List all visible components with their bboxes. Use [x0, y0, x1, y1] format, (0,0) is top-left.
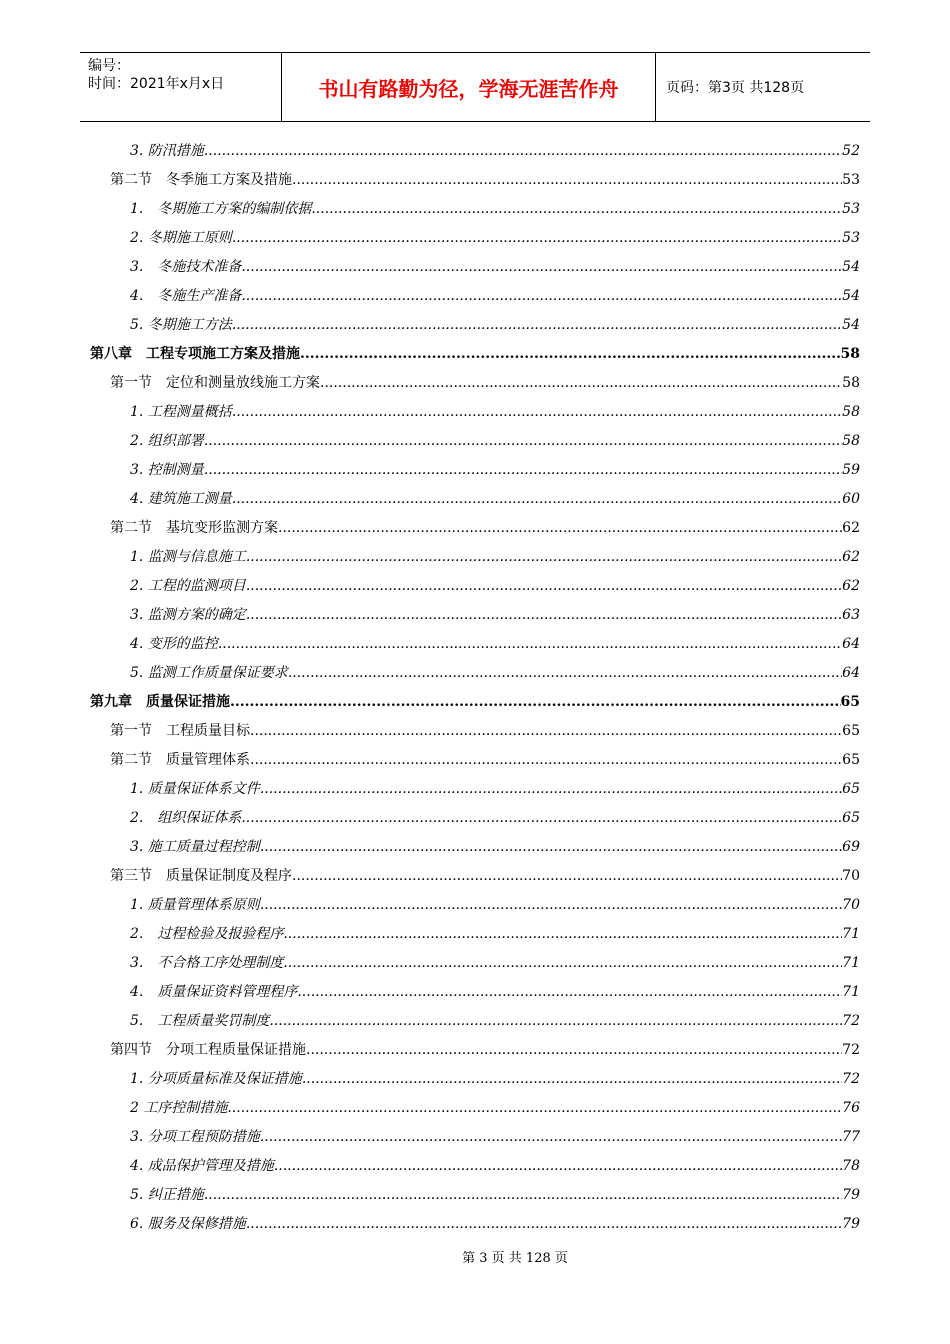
toc-leader-dots: [246, 543, 842, 572]
toc-leader-dots: [260, 891, 842, 920]
toc-entry-title: 2. 冬期施工原则: [130, 230, 232, 246]
toc-leader-dots: [274, 1152, 842, 1181]
toc-entry[interactable]: [90, 630, 860, 659]
toc-leader-dots: [230, 688, 841, 717]
toc-entry[interactable]: [90, 1123, 860, 1152]
toc-entry[interactable]: [90, 137, 860, 166]
toc-entry-title: 1. 监测与信息施工: [130, 549, 246, 565]
toc-entry-title: 3. 防汛措施: [130, 143, 204, 159]
toc-entry[interactable]: [90, 195, 860, 224]
toc-entry-title: 3. 施工质量过程控制: [130, 839, 260, 855]
header-meta: [80, 53, 282, 121]
toc-leader-dots: [311, 195, 842, 224]
toc-entry-page: 71: [842, 955, 860, 971]
toc-entry-title: 3. 监测方案的确定: [130, 607, 246, 623]
toc-entry[interactable]: [90, 369, 860, 398]
toc-entry[interactable]: [90, 514, 860, 543]
toc-entry-page: 71: [842, 984, 860, 1000]
toc-entry-page: 58: [842, 375, 860, 391]
toc-entry-title: 5. 冬期施工方法: [130, 317, 232, 333]
toc-entry-page: 72: [842, 1013, 860, 1029]
toc-leader-dots: [250, 717, 842, 746]
toc-entry-title: 2. 过程检验及报验程序: [130, 926, 284, 942]
toc-entry[interactable]: [90, 601, 860, 630]
toc-entry-title: 1. 分项质量标准及保证措施: [130, 1071, 302, 1087]
toc-leader-dots: [288, 659, 842, 688]
toc-entry[interactable]: [90, 1210, 860, 1239]
toc-entry-title: 第八章 工程专项施工方案及措施: [90, 346, 300, 362]
toc-entry-page: 79: [842, 1216, 860, 1232]
toc-entry-page: 64: [842, 665, 860, 681]
toc-entry-page: 65: [842, 752, 860, 768]
toc-entry[interactable]: [90, 1065, 860, 1094]
toc-entry-title: 1. 质量管理体系原则: [130, 897, 260, 913]
page-header: [80, 52, 870, 122]
toc-leader-dots: [204, 1181, 842, 1210]
toc-entry-page: 78: [842, 1158, 860, 1174]
toc-leader-dots: [241, 282, 842, 311]
toc-entry[interactable]: [90, 1181, 860, 1210]
toc-entry-title: 4. 变形的监控: [130, 636, 218, 652]
toc-leader-dots: [320, 369, 842, 398]
toc-entry-page: 65: [842, 723, 860, 739]
toc-entry[interactable]: [90, 775, 860, 804]
toc-entry-page: 58: [840, 346, 860, 362]
toc-leader-dots: [283, 949, 842, 978]
toc-entry-page: 79: [842, 1187, 860, 1203]
toc-entry-page: 63: [842, 607, 860, 623]
toc-leader-dots: [246, 601, 842, 630]
toc-entry[interactable]: [90, 282, 860, 311]
toc-leader-dots: [204, 427, 842, 456]
toc-entry-page: 65: [840, 694, 860, 710]
toc-entry-page: 70: [842, 897, 860, 913]
toc-leader-dots: [232, 311, 842, 340]
toc-leader-dots: [246, 1210, 842, 1239]
toc-entry[interactable]: [90, 456, 860, 485]
toc-entry-title: 2 工序控制措施: [130, 1100, 228, 1116]
toc-entry-title: 2. 组织部署: [130, 433, 204, 449]
toc-entry-title: 4. 质量保证资料管理程序: [130, 984, 298, 1000]
toc-entry-title: 6. 服务及保修措施: [130, 1216, 246, 1232]
toc-entry-page: 52: [842, 143, 860, 159]
toc-entry[interactable]: [90, 833, 860, 862]
toc-entry[interactable]: [90, 572, 860, 601]
toc-leader-dots: [269, 1007, 842, 1036]
toc-entry-page: 60: [842, 491, 860, 507]
toc-entry[interactable]: [90, 862, 860, 891]
toc-entry-title: 3. 控制测量: [130, 462, 204, 478]
page-footer: 第 3 页 共 128 页: [462, 1251, 568, 1266]
toc-entry-title: 第二节 冬季施工方案及措施: [110, 172, 292, 188]
toc-entry-title: 3. 分项工程预防措施: [130, 1129, 260, 1145]
toc-entry[interactable]: [90, 1007, 860, 1036]
toc-leader-dots: [283, 920, 842, 949]
toc-entry-page: 59: [842, 462, 860, 478]
toc-entry-page: 77: [842, 1129, 860, 1145]
toc-entry[interactable]: [90, 1094, 860, 1123]
toc-entry[interactable]: [90, 340, 860, 369]
toc-leader-dots: [232, 485, 842, 514]
toc-entry-page: 54: [842, 317, 860, 333]
table-of-contents: [90, 137, 860, 1239]
toc-entry-page: 53: [842, 172, 860, 188]
toc-entry-page: 54: [842, 259, 860, 275]
toc-entry-title: 1. 质量保证体系文件: [130, 781, 260, 797]
toc-leader-dots: [204, 456, 842, 485]
toc-entry[interactable]: [90, 920, 860, 949]
toc-leader-dots: [306, 1036, 842, 1065]
toc-entry-page: 71: [842, 926, 860, 942]
toc-entry-page: 58: [842, 433, 860, 449]
toc-entry-page: 70: [842, 868, 860, 884]
toc-entry-title: 2. 组织保证体系: [130, 810, 242, 826]
toc-entry-page: 62: [842, 549, 860, 565]
header-page-info: 页码：第3页 共128页: [666, 80, 805, 96]
toc-entry-page: 64: [842, 636, 860, 652]
toc-entry-page: 54: [842, 288, 860, 304]
toc-leader-dots: [250, 746, 842, 775]
toc-leader-dots: [278, 514, 842, 543]
toc-entry[interactable]: [90, 1036, 860, 1065]
toc-entry-title: 4. 建筑施工测量: [130, 491, 232, 507]
toc-entry-title: 第二节 基坑变形监测方案: [110, 520, 278, 536]
toc-entry[interactable]: [90, 253, 860, 282]
toc-leader-dots: [218, 630, 842, 659]
toc-leader-dots: [297, 978, 842, 1007]
toc-entry-page: 72: [842, 1071, 860, 1087]
toc-leader-dots: [204, 137, 842, 166]
toc-leader-dots: [232, 224, 842, 253]
toc-entry-page: 58: [842, 404, 860, 420]
toc-entry[interactable]: [90, 746, 860, 775]
toc-entry-title: 3. 冬施技术准备: [130, 259, 242, 275]
toc-entry[interactable]: [90, 1152, 860, 1181]
toc-entry-page: 53: [842, 230, 860, 246]
toc-entry-page: 62: [842, 578, 860, 594]
toc-entry-title: 第九章 质量保证措施: [90, 694, 230, 710]
toc-entry-title: 3. 不合格工序处理制度: [130, 955, 284, 971]
toc-entry-title: 4. 成品保护管理及措施: [130, 1158, 274, 1174]
toc-entry[interactable]: [90, 427, 860, 456]
toc-entry[interactable]: [90, 224, 860, 253]
toc-entry-title: 第一节 定位和测量放线施工方案: [110, 375, 320, 391]
toc-leader-dots: [300, 340, 841, 369]
toc-leader-dots: [260, 833, 842, 862]
toc-entry[interactable]: [90, 688, 860, 717]
header-motto: 书山有路勤为径，学海无涯苦作舟: [282, 53, 656, 121]
toc-entry[interactable]: [90, 485, 860, 514]
toc-leader-dots: [241, 804, 842, 833]
toc-entry-title: 第一节 工程质量目标: [110, 723, 250, 739]
toc-leader-dots: [232, 398, 842, 427]
document-time-label: 时间：2021年x月x日: [88, 76, 225, 92]
toc-entry-title: 第四节 分项工程质量保证措施: [110, 1042, 306, 1058]
toc-leader-dots: [241, 253, 842, 282]
toc-entry-title: 第三节 质量保证制度及程序: [110, 868, 292, 884]
toc-entry-title: 5. 监测工作质量保证要求: [130, 665, 288, 681]
toc-entry-page: 65: [842, 781, 860, 797]
toc-entry[interactable]: [90, 311, 860, 340]
toc-leader-dots: [260, 1123, 842, 1152]
toc-entry[interactable]: [90, 717, 860, 746]
toc-entry[interactable]: [90, 659, 860, 688]
toc-entry-title: 5. 纠正措施: [130, 1187, 204, 1203]
toc-leader-dots: [260, 775, 842, 804]
toc-entry-title: 1. 冬期施工方案的编制依据: [130, 201, 312, 217]
toc-leader-dots: [292, 166, 842, 195]
toc-leader-dots: [292, 862, 842, 891]
toc-entry[interactable]: [90, 543, 860, 572]
toc-entry-page: 72: [842, 1042, 860, 1058]
toc-entry[interactable]: [90, 166, 860, 195]
document-number-label: 编号：: [88, 58, 130, 74]
toc-entry[interactable]: [90, 804, 860, 833]
toc-leader-dots: [227, 1094, 842, 1123]
toc-entry-title: 4. 冬施生产准备: [130, 288, 242, 304]
toc-entry-title: 第二节 质量管理体系: [110, 752, 250, 768]
toc-entry-page: 62: [842, 520, 860, 536]
toc-leader-dots: [302, 1065, 842, 1094]
toc-entry[interactable]: [90, 398, 860, 427]
toc-entry-page: 76: [842, 1100, 860, 1116]
toc-entry[interactable]: [90, 949, 860, 978]
toc-entry-title: 1. 工程测量概括: [130, 404, 232, 420]
toc-entry-page: 65: [842, 810, 860, 826]
toc-entry-page: 53: [842, 201, 860, 217]
toc-entry-title: 5. 工程质量奖罚制度: [130, 1013, 270, 1029]
toc-entry-title: 2. 工程的监测项目: [130, 578, 246, 594]
toc-leader-dots: [246, 572, 842, 601]
toc-entry-page: 69: [842, 839, 860, 855]
toc-entry[interactable]: [90, 978, 860, 1007]
toc-entry[interactable]: [90, 891, 860, 920]
